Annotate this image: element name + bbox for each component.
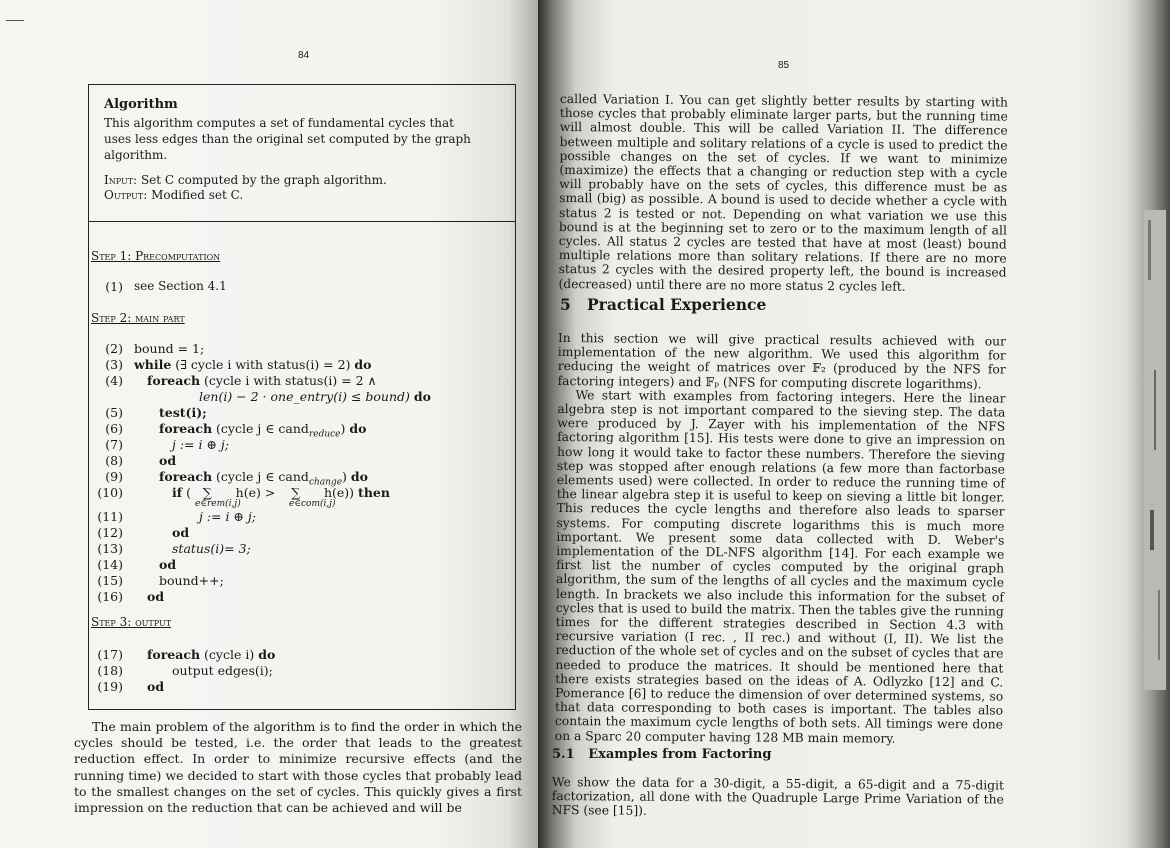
step-1-heading: Step 1: Precomputation (91, 249, 221, 263)
algorithm-input (104, 173, 387, 187)
line-number: (18) (97, 663, 123, 678)
line-number: (19) (97, 679, 123, 694)
sum-subscript-com: e∈com(i,j) (289, 499, 336, 509)
code-line: j := i ⊕ j; (199, 509, 257, 524)
body-paragraph: called Variation I. You can get slightly better results by starting with those cycles that probably eliminate larger parts, but the running time will almost double. This will be called Variation II. The difference between multiple and solitary relations of a cycle is used to predict the possible changes on the set of cycles. If we want to minimize (maximize) the effects that a changing or reduction step with a cycle will probably have on the sets of cycles, this difference must be as small (big) as possible. A bound is used to decide whether a cycle with status 2 is tested or not. Depending on what variation we use this bound is at the beginning set to zero or to the maximum length of all cycles. All status 2 cycles are tested that have at most (least) bound multiple relations more than solitary relations. If there are no more status 2 cycles with the desired property left, the bound is increased (decreased) until there are no more status 2 cycles left. (558, 92, 1008, 294)
margin-mark (6, 20, 24, 21)
body-paragraph: The main problem of the algorithm is to find the order in which the cycles should be tested, i.e. the order that leads to the greatest reduction effect. In order to minimize recursive effects (and the running time) we decided to start with those cycles that probably lead to the smallest changes on the set of cycles. This quickly gives a first impression on the reduction that can be achieved and will be (74, 719, 522, 816)
code-line: foreach (cycle j ∈ cand$_{change}$) do (159, 469, 368, 488)
section-heading (560, 295, 766, 314)
line-number: (15) (97, 573, 123, 588)
code-line: status(i)= 3; (172, 541, 251, 556)
line-number: (2) (105, 341, 123, 356)
algorithm-description: This algorithm computes a set of fundamental cycles that uses less edges than the original set computed by the graph algorithm. (104, 116, 471, 162)
code-line: foreach (cycle i with status(i) = 2 ∧ (147, 373, 377, 388)
left-page (0, 0, 540, 848)
code-line: od (159, 557, 177, 572)
line-number: (14) (97, 557, 123, 572)
algorithm-output (104, 188, 243, 202)
page-number-right: 85 (778, 60, 790, 71)
code-line: output edges(i); (172, 663, 273, 678)
line-number: (6) (105, 421, 123, 436)
input-text: Set C computed by the graph algorithm. (140, 173, 387, 187)
code-line: od (159, 453, 177, 468)
code-line: j := i ⊕ j; (172, 437, 230, 452)
code-line-continued: len(i) − 2 · one_entry(i) ≤ bound) do (199, 389, 431, 404)
line-number: (11) (97, 509, 123, 524)
code-line: while (∃ cycle i with status(i) = 2) do (134, 357, 372, 372)
algorithm-box (88, 84, 516, 710)
code-line: foreach (cycle i) do (147, 647, 276, 662)
line-number: (3) (105, 357, 123, 372)
line-number: (16) (97, 589, 123, 604)
algorithm-header (89, 85, 515, 222)
line-number: (5) (105, 405, 123, 420)
section-paragraph-2: We start with examples from factoring integers. Here the linear algebra step is not important compared to the sieving step. The data were produced by J. Zayer with his implementation of the NFS factoring algorithm [15]. His tests were done to give an impression on how long it would take to factor these numbers. Therefore the sieving step was stopped after enough relations (a few more than factorbase elements used) were collected. In order to reduce the running time of the linear algebra step it is useful to keep on sieving a little bit longer. This reduces the cycle lengths and therefore also leads to sparser systems. For computing discrete logarithms this is much more important. We present some data collected with D. Weber's implementation of the DL-NFS algorithm [14]. For each example we first list the number of cycles computed by the original graph algorithm, the sum of the lengths of all cycles and the maximum cycle length. In brackets we also include this information for the subset of cycles that is used to build the matrix. Then the tables give the running times for the different strategies described in Section 4.3 with recursive variation (I rec. , II rec.) and without (I, II). We list the reduction of the whole set of cycles and on the subset of cycles that are needed to produce the matrices. It should be mentioned here that there exists strategies based on the ideas of A. Odlyzko [12] and C. Pomerance [6] to reduce the dimension of over determined systems, so that data corresponding to both cases is important. The tables also contain the maximum cycle lengths of both sets. All timings were done on a Sparc 20 computer having 128 MB main memory. (554, 387, 1006, 746)
code-line: bound = 1; (134, 341, 205, 356)
code-line: od (172, 525, 190, 540)
line-number: (1) (105, 279, 123, 294)
code-line: see Section 4.1 (134, 279, 227, 293)
subsection-heading (552, 747, 771, 762)
section-number: 5 (560, 295, 571, 314)
section-text (555, 331, 1006, 746)
line-number: (9) (105, 469, 123, 484)
line-number: (12) (97, 525, 123, 540)
subsection-number: 5.1 (552, 747, 575, 762)
algorithm-title: Algorithm (104, 97, 178, 112)
body-paragraph: We show the data for a 30-digit, a 55-digit, a 65-digit and a 75-digit factorization, all done with the Quadruple Large Prime Variation of the NFS (see [15]). (551, 775, 1004, 819)
line-number: (4) (105, 373, 123, 388)
subsection-title: Examples from Factoring (588, 747, 772, 762)
output-label: Output: (104, 188, 148, 202)
code-line: od (147, 679, 165, 694)
line-number: (13) (97, 541, 123, 556)
step-2-heading: Step 2: main part (91, 311, 185, 325)
sum-subscript-rem: e∈rem(i,j) (195, 499, 241, 509)
code-line: if ( ∑ h(e) > ∑ h(e)) then (172, 485, 390, 500)
section-paragraph-1: In this section we will give practical results achieved with our implementation of the new algorithm. We used this algorithm for reducing the weight of matrices over 𝔽₂ (produced by the NFS for factoring integers) and 𝔽ₚ (NFS for computing discrete logarithms). (557, 331, 1006, 391)
line-number: (17) (97, 647, 123, 662)
page-number-left: 84 (298, 50, 310, 61)
line-number: (8) (105, 453, 123, 468)
code-line: od (147, 589, 165, 604)
line-number: (10) (97, 485, 123, 500)
page-edge-decoration (1144, 210, 1166, 690)
code-line: test(i); (159, 405, 207, 420)
section-title: Practical Experience (587, 295, 767, 314)
code-line: bound++; (159, 573, 224, 588)
input-label: Input: (104, 173, 138, 187)
right-page (538, 0, 1170, 848)
step-3-heading: Step 3: output (91, 615, 172, 629)
output-text: Modified set C. (151, 188, 244, 202)
line-number: (7) (105, 437, 123, 452)
code-line: foreach (cycle j ∈ cand$_{reduce}$) do (159, 421, 367, 440)
